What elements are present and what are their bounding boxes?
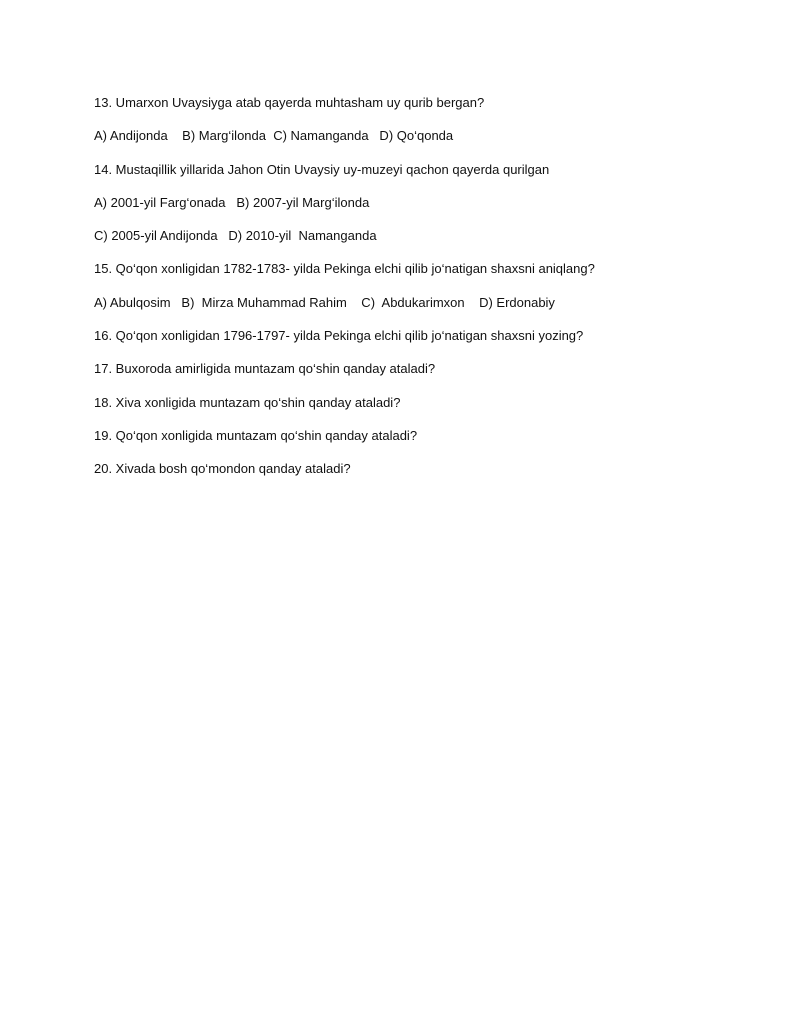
question-15-options: A) Abulqosim B) Mirza Muhammad Rahim C) Abdukarimxon D) Erdonabiy [94,294,555,310]
question-16-text: 16. Qo‘qon xonligidan 1796-1797- yilda Pekinga elchi qilib jo‘natigan shaxsni yozing? [94,328,584,344]
question-13-options: A) Andijonda B) Marg‘ilonda C) Namanganda D) Qo‘qonda [94,128,454,144]
question-20-text: 20. Xivada bosh qo‘mondon qanday ataladi? [94,461,351,477]
question-13-text: 13. Umarxon Uvaysiyga atab qayerda muhtasham uy qurib bergan? [94,95,485,110]
question-14-text: 14. Mustaqillik yillarida Jahon Otin Uvaysiy uy-muzeyi qachon qayerda qurilgan [94,161,550,177]
question-18-text: 18. Xiva xonligida muntazam qo‘shin qanday ataladi? [94,394,401,410]
question-17-text: 17. Buxoroda amirligida muntazam qo‘shin qanday ataladi? [94,361,436,377]
question-15-text: 15. Qo‘qon xonligidan 1782-1783- yilda Pekinga elchi qilib jo‘natigan shaxsni aniqlang? [94,261,595,277]
question-list [94,94,734,494]
question-14-options-c-d: C) 2005-yil Andijonda D) 2010-yil Namanganda [94,228,377,244]
question-14-options-a-b: A) 2001-yil Farg‘onada B) 2007-yil Marg‘ilonda [94,194,370,210]
question-19-text: 19. Qo‘qon xonligida muntazam qo‘shin qanday ataladi? [94,427,418,443]
